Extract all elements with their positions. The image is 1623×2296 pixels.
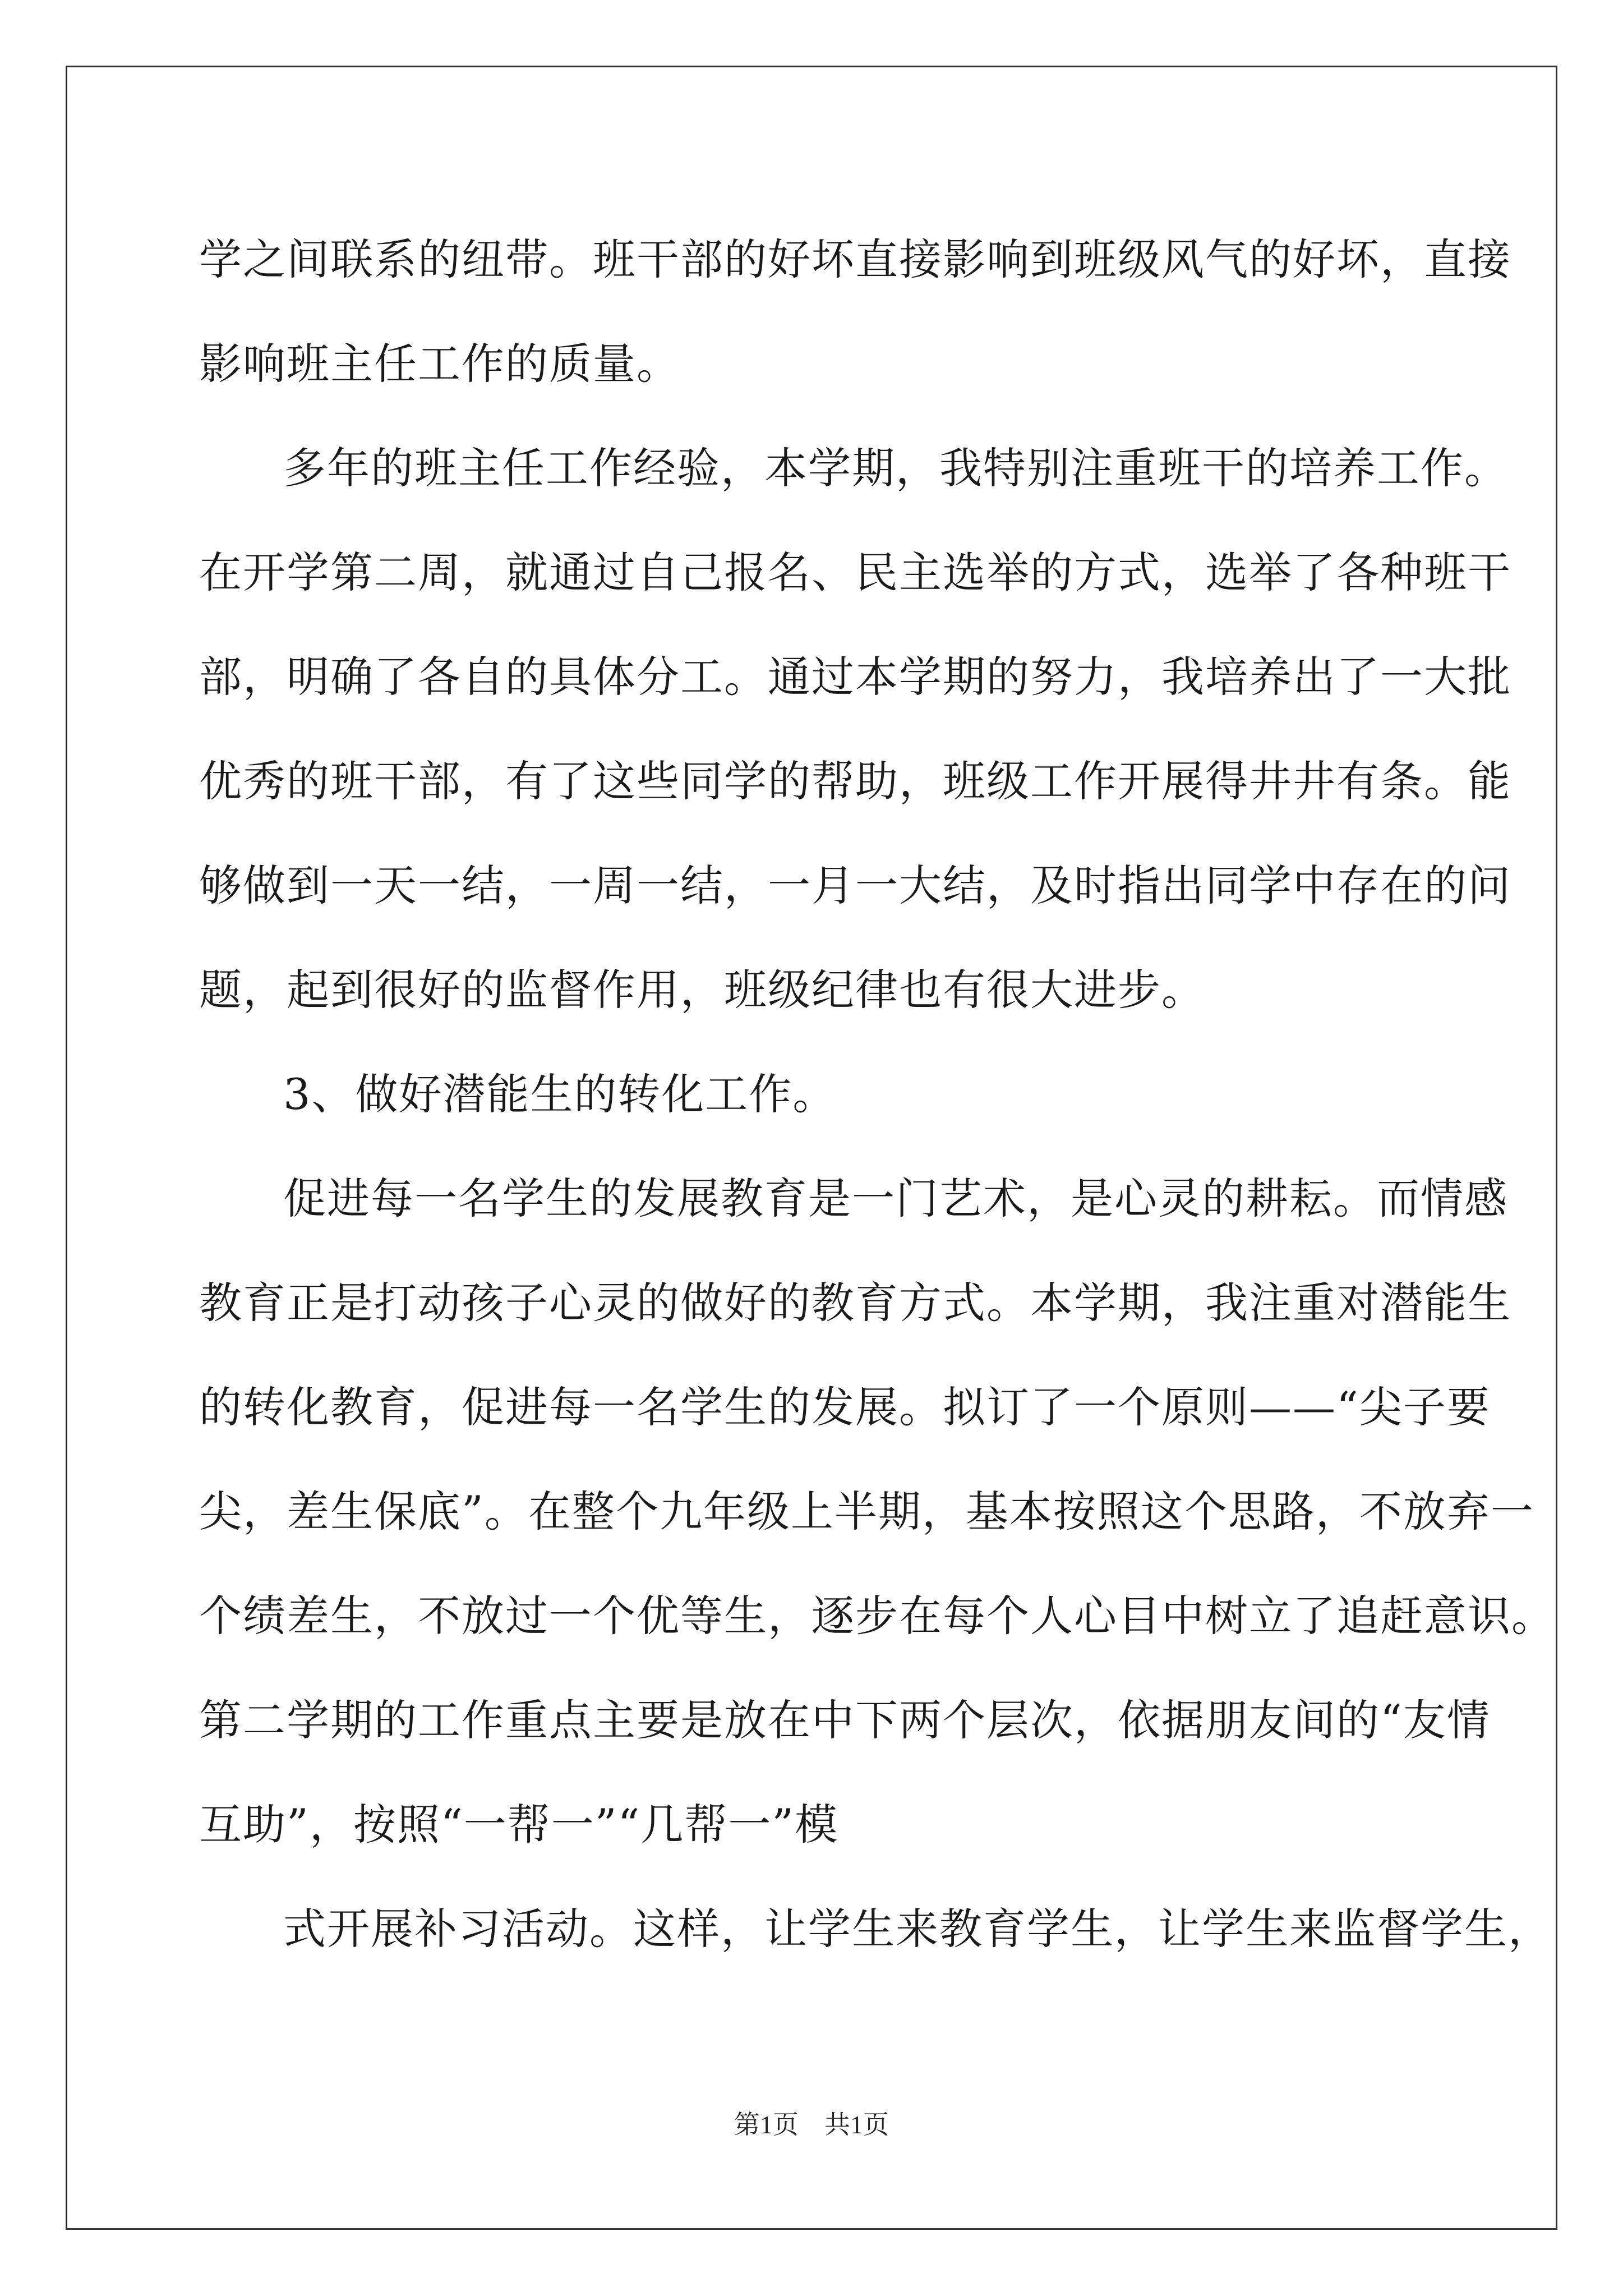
text-line: 多年的班主任工作经验，本学期，我特别注重班干的培养工作。: [283, 443, 1508, 493]
document-body: [199, 208, 1555, 1981]
text-line: 影响班主任工作的质量。: [199, 339, 680, 389]
page-footer: 第1页 共1页: [734, 2110, 889, 2139]
text-line: 教育正是打动孩子心灵的做好的教育方式。本学期，我注重对潜能生: [199, 1278, 1511, 1328]
text-line: 够做到一天一结，一周一结，一月一大结，及时指出同学中存在的问: [199, 861, 1511, 910]
text-line: 优秀的班干部，有了这些同学的帮助，班级工作开展得井井有条。能: [199, 756, 1511, 806]
section-heading: 3、做好潜能生的转化工作。: [283, 1069, 837, 1119]
text-line: 式开展补习活动。这样，让学生来教育学生，让学生来监督学生，: [283, 1904, 1552, 1954]
text-line: 部，明确了各自的具体分工。通过本学期的努力，我培养出了一大批: [199, 652, 1511, 702]
text-line: 的转化教育，促进每一名学生的发展。拟订了一个原则——“尖子要: [199, 1382, 1491, 1432]
text-line: 学之间联系的纽带。班干部的好坏直接影响到班级风气的好坏，直接: [199, 234, 1511, 284]
text-line: 题，起到很好的监督作用，班级纪律也有很大进步。: [199, 965, 1205, 1015]
text-line: 互助”，按照“一帮一”“几帮一”模: [199, 1800, 839, 1849]
text-line: 促进每一名学生的发展教育是一门艺术，是心灵的耕耘。而情感: [283, 1174, 1508, 1223]
text-line: 在开学第二周，就通过自己报名、民主选举的方式，选举了各种班干: [199, 547, 1511, 597]
text-line: 个绩差生，不放过一个优等生，逐步在每个人心目中树立了追赶意识。: [199, 1591, 1555, 1641]
text-line: 第二学期的工作重点主要是放在中下两个层次，依据朋友间的“友情: [199, 1695, 1491, 1745]
text-line: 尖，差生保底”。在整个九年级上半期，基本按照这个思路，不放弃一: [199, 1487, 1534, 1536]
